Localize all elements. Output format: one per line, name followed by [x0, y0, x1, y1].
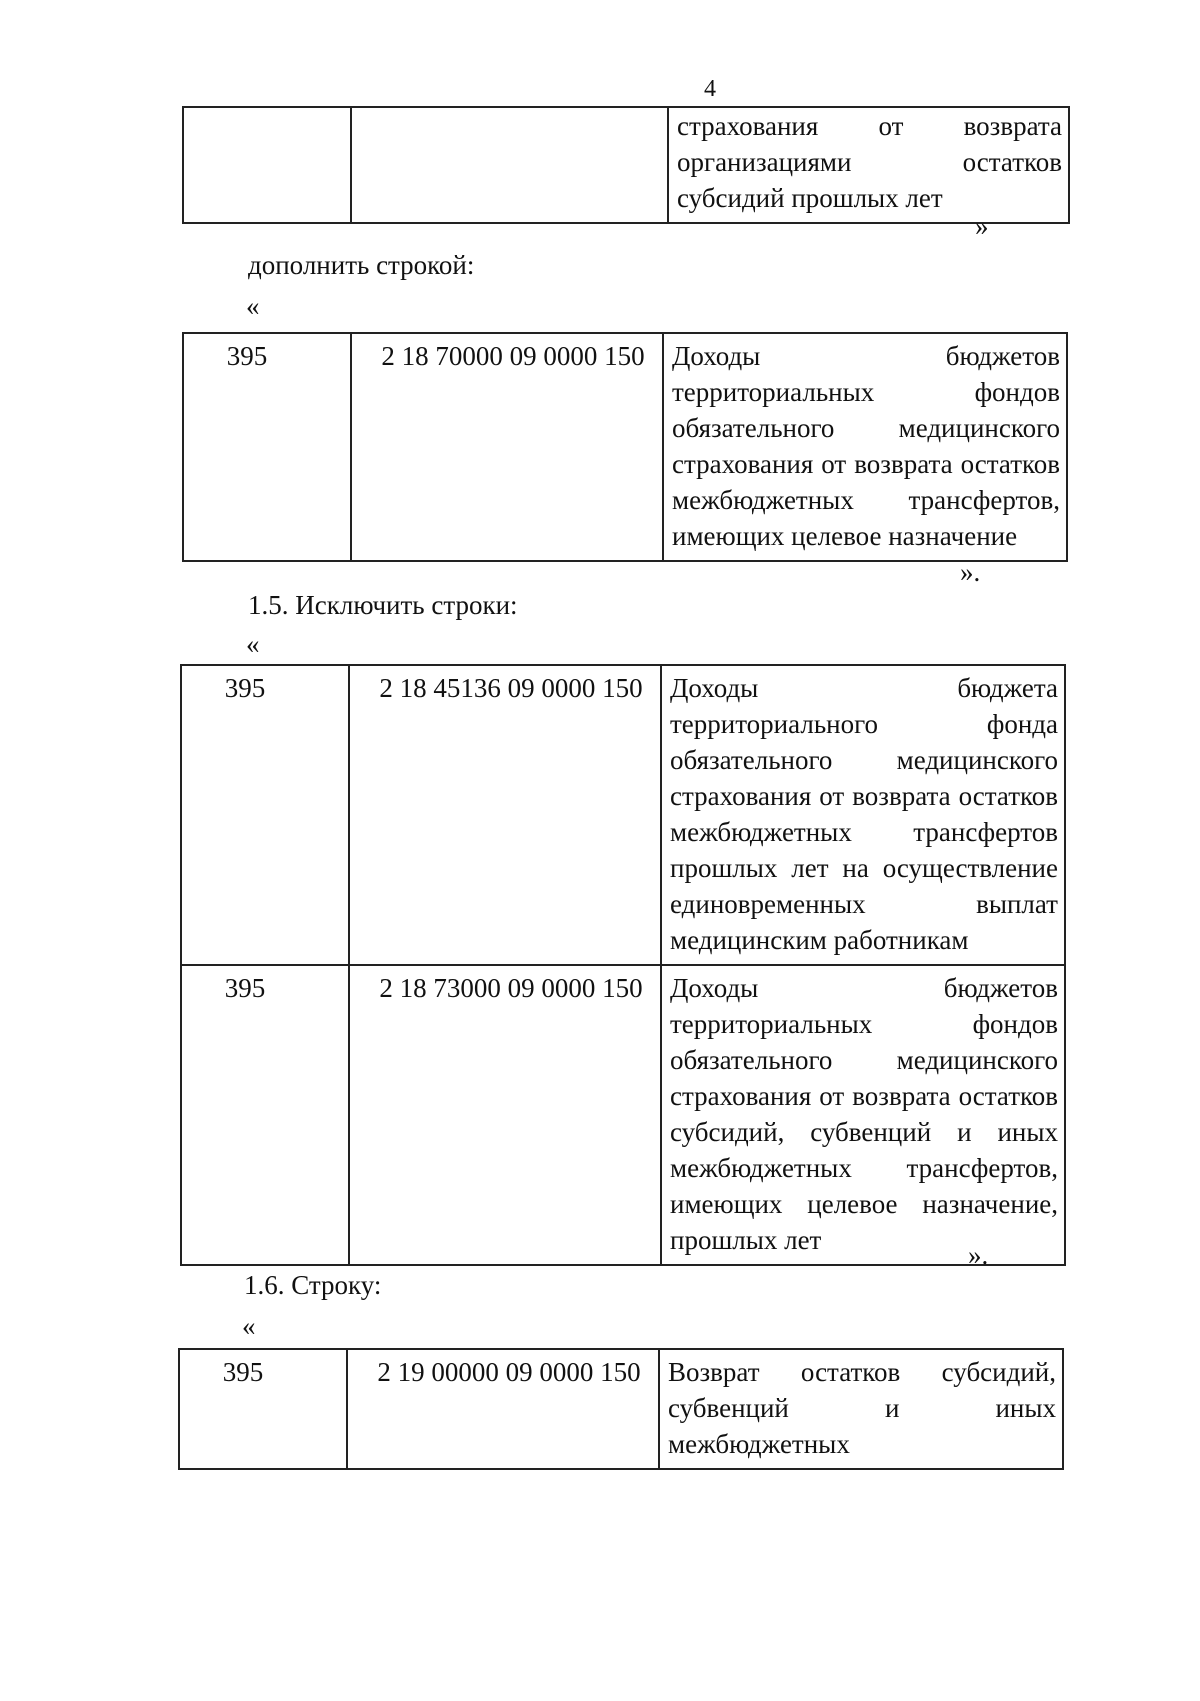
- row-number-cell: [183, 107, 351, 223]
- section-heading: 1.6. Строку:: [244, 1270, 382, 1300]
- table-row: [179, 1349, 1063, 1469]
- added-row-table: [182, 332, 1068, 562]
- closing-quote: ».: [960, 557, 981, 587]
- replaced-row-table: [178, 1348, 1064, 1470]
- row-code-cell: 2 19 00000 09 0000 150: [347, 1349, 659, 1469]
- opening-quote: «: [246, 291, 260, 321]
- table-row: [183, 107, 1069, 223]
- row-description-cell: страхования от возврата организациями остатков субсидий прошлых лет: [668, 107, 1069, 223]
- opening-quote: «: [246, 629, 260, 659]
- row-number-cell: 395: [179, 1349, 347, 1469]
- closing-quote: »: [975, 211, 989, 241]
- row-description-cell: Доходы бюджета территориального фонда обязательного медицинского страхования от возврата остатков межбюджетных трансфертов прошлых лет на осуществление единовременных выплат медицинским работникам: [661, 665, 1065, 965]
- row-description-cell: Доходы бюджетов территориальных фондов обязательного медицинского страхования от возврата остатков субсидий, субвенций и иных межбюджетных трансфертов, имеющих целевое назначение, прошлых лет: [661, 965, 1065, 1265]
- table-row: [181, 665, 1065, 965]
- closing-quote: ».: [968, 1240, 989, 1270]
- row-code-cell: 2 18 45136 09 0000 150: [349, 665, 661, 965]
- opening-quote: «: [242, 1311, 256, 1341]
- table-row: [181, 965, 1065, 1265]
- row-description-cell: Возврат остатков субсидий, субвенций и иных межбюджетных: [659, 1349, 1063, 1469]
- row-description-cell: Доходы бюджетов территориальных фондов обязательного медицинского страхования от возврата остатков межбюджетных трансфертов, имеющих целевое назначение: [663, 333, 1067, 561]
- page-number: 4: [704, 76, 716, 102]
- row-code-cell: 2 18 73000 09 0000 150: [349, 965, 661, 1265]
- add-row-intro: дополнить строкой:: [248, 250, 475, 280]
- row-number-cell: 395: [181, 965, 349, 1265]
- row-code-cell: 2 18 70000 09 0000 150: [351, 333, 663, 561]
- row-code-cell: [351, 107, 668, 223]
- row-number-cell: 395: [183, 333, 351, 561]
- section-heading: 1.5. Исключить строки:: [248, 590, 518, 620]
- row-number-cell: 395: [181, 665, 349, 965]
- table-row: [183, 333, 1067, 561]
- excluded-rows-table: [180, 664, 1066, 1266]
- continuation-table: [182, 106, 1070, 224]
